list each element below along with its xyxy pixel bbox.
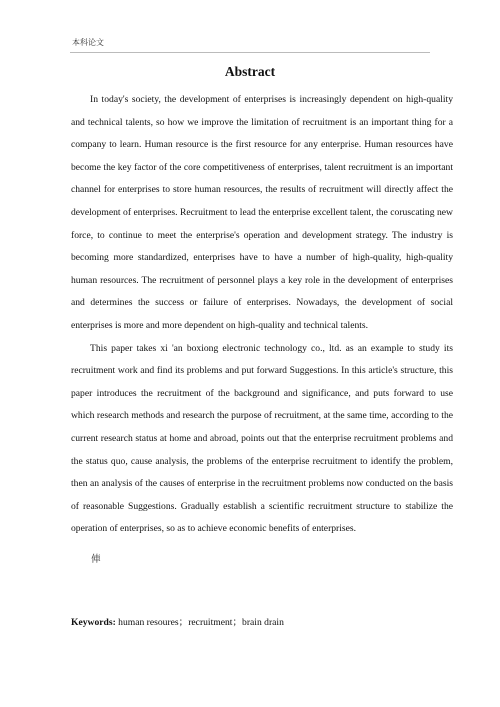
stray-character: 俥 [91, 554, 101, 565]
running-header: 本科论文 [72, 38, 104, 47]
abstract-paragraph-1: In today's society, the development of enterprises is increasingly dependent on high-quality and technical talents, so how we improve the limitation of recruitment is an important thing for a company to learn. Human resource is the first resource for any enterprise. Human resources have become the key factor of the core competitiveness of enterprises, talent recruitment is an important channel for enterprises to store human resources, the results of recruitment will directly affect the development of enterprises. Recruitment to lead the enterprise excellent talent, the coruscating new force, to continue to meet the enterprise's operation and development strategy. The industry is becoming more standardized, enterprises have to have a number of high-quality, high-quality human resources. The recruitment of personnel plays a key role in the development of enterprises and determines the success or failure of enterprises. Nowadays, the development of social enterprises is more and more dependent on high-quality and technical talents. [71, 94, 453, 331]
abstract-paragraph-2: This paper takes xi 'an boxiong electronic technology co., ltd. as an example to study its recruitment work and find its problems and put forward Suggestions. In this article's structure, this paper introduces the recruitment of the background and significance, and puts forward to use which research methods and research the purpose of recruitment, at the same time, according to the current research status at home and abroad, points out that the enterprise recruitment problems and the status quo, cause analysis, the problems of the enterprise recruitment to identify the problem, then an analysis of the causes of enterprise in the recruitment problems now conducted on the basis of reasonable Suggestions. Gradually establish a scientific recruitment structure to stabilize the operation of enterprises, so as to achieve economic benefits of enterprises. [71, 342, 453, 535]
abstract-body [71, 89, 453, 541]
keywords-line [71, 614, 284, 628]
header-rule [70, 52, 430, 53]
abstract-title: Abstract [224, 64, 276, 79]
keywords-label: Keywords: [71, 617, 116, 628]
keywords-text: human resoures；recruitment；brain drain [115, 617, 284, 628]
